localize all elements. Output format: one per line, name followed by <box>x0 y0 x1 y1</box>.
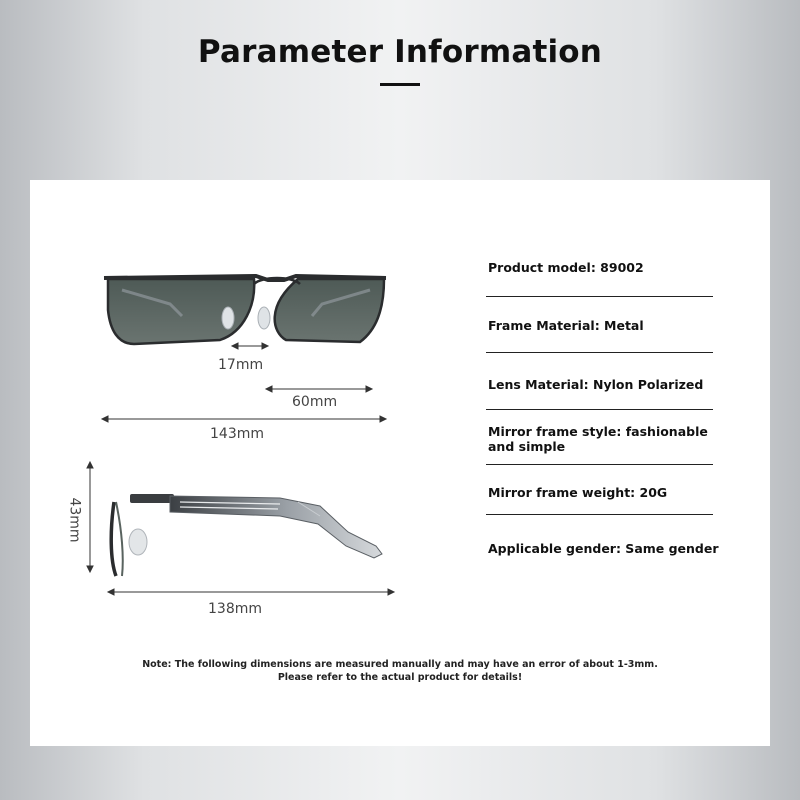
measurement-note-line1: Note: The following dimensions are measured manually and may have an error of about 1-3mm. <box>142 659 658 670</box>
spec-frame-material: Frame Material: Metal <box>488 318 644 333</box>
spec-divider <box>486 514 713 515</box>
lens-width-label: 60mm <box>292 394 338 410</box>
spec-divider <box>486 296 713 297</box>
side-dimension-arrows <box>87 462 394 595</box>
spec-divider <box>486 464 713 465</box>
title-underline <box>380 83 420 86</box>
parameter-card <box>30 180 770 746</box>
page-title: Parameter Information <box>197 34 603 70</box>
spec-divider <box>486 409 713 410</box>
bridge-width-label: 17mm <box>218 357 264 373</box>
spec-product-model: Product model: 89002 <box>488 260 644 275</box>
spec-frame-weight: Mirror frame weight: 20G <box>488 485 668 500</box>
right-lens <box>275 279 384 342</box>
temple-length-label: 138mm <box>208 601 262 617</box>
spec-frame-style: Mirror frame style: fashionable and simple <box>488 424 708 454</box>
spec-gender: Applicable gender: Same gender <box>488 541 719 556</box>
total-width-label: 143mm <box>210 426 264 442</box>
spec-divider <box>486 352 713 353</box>
measurement-note-line2: Please refer to the actual product for details! <box>277 672 523 683</box>
side-view <box>111 494 382 576</box>
spec-lens-material: Lens Material: Nylon Polarized <box>488 377 704 392</box>
frame-height-label: 43mm <box>66 497 83 543</box>
front-dimension-arrows <box>102 343 386 422</box>
front-view <box>104 276 386 344</box>
